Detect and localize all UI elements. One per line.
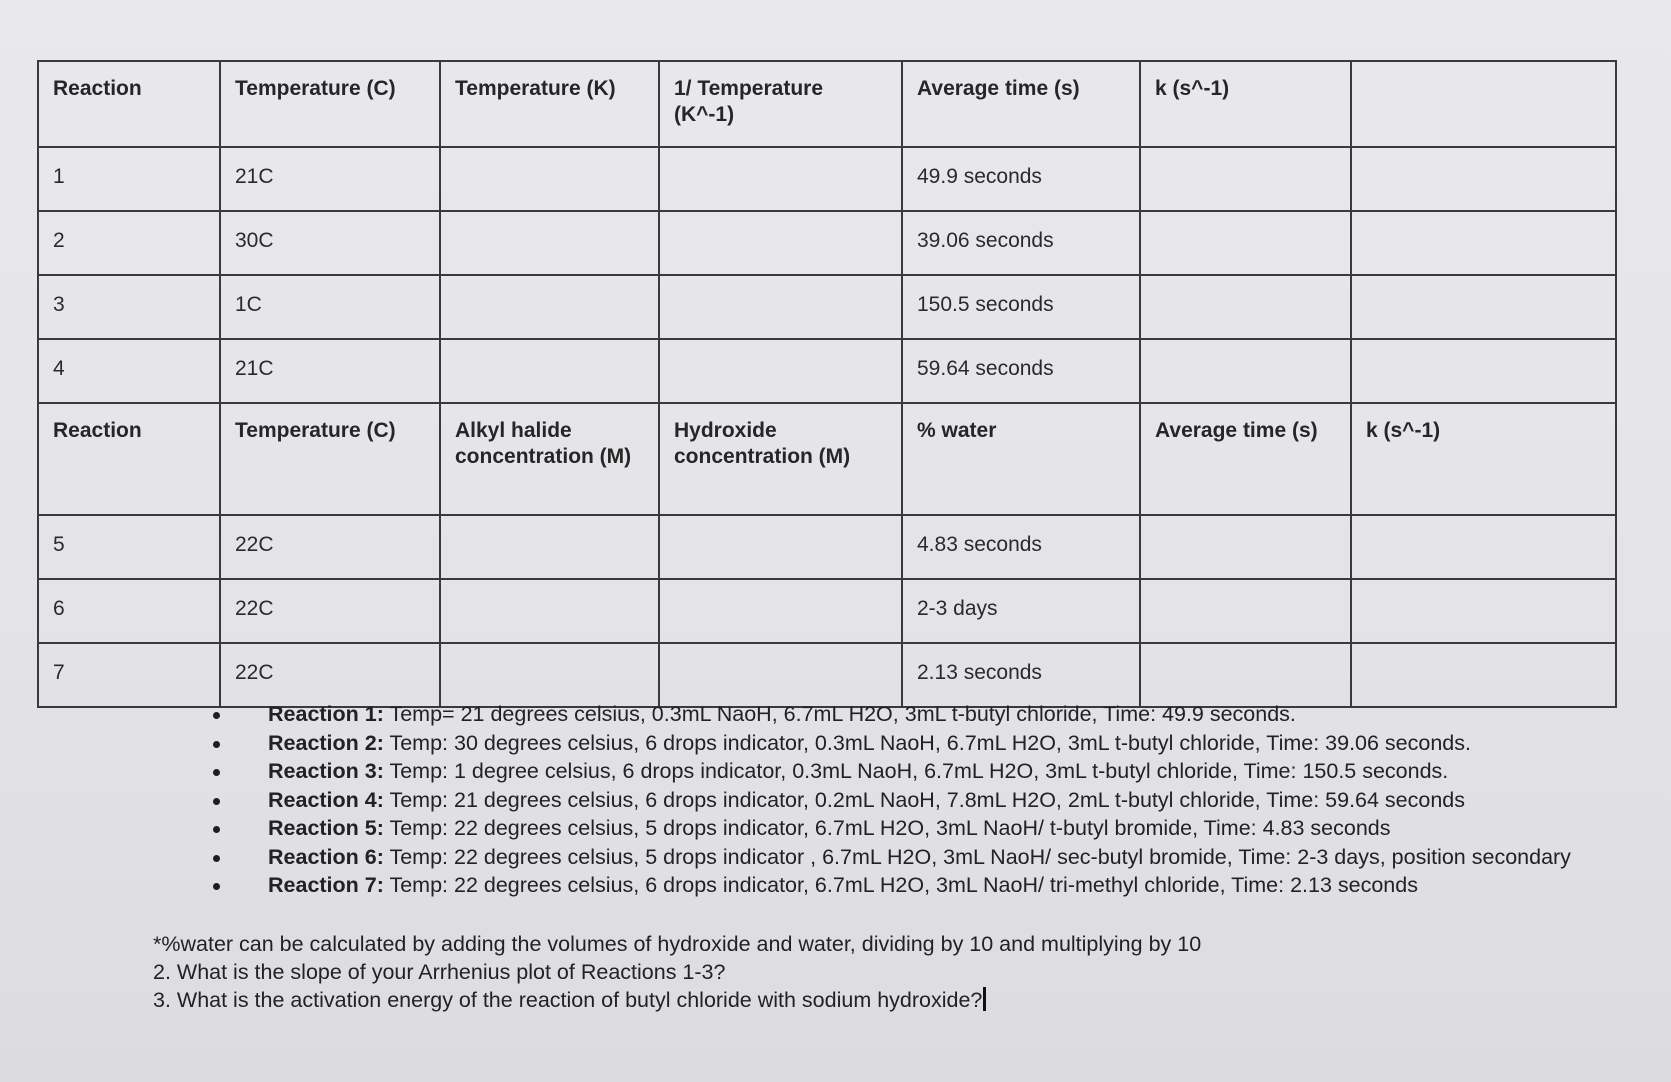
table-cell xyxy=(440,211,659,275)
table-cell: 4 xyxy=(38,339,220,403)
table-cell xyxy=(659,643,902,707)
table-cell: 2-3 days xyxy=(902,579,1140,643)
table-cell: 30C xyxy=(220,211,440,275)
table2-header-row xyxy=(38,403,1616,515)
table-cell xyxy=(1351,147,1616,211)
header-cell: Reaction xyxy=(38,403,220,515)
list-item xyxy=(200,871,1571,900)
table-cell xyxy=(659,515,902,579)
list-item xyxy=(200,843,1571,872)
header-cell: Average time (s) xyxy=(1140,403,1351,515)
table-row xyxy=(38,211,1616,275)
table-cell: 6 xyxy=(38,579,220,643)
reaction-detail: Temp: 22 degrees celsius, 5 drops indicator, 6.7mL H2O, 3mL NaoH/ t-butyl bromide, Time: 4.83 seconds xyxy=(383,816,1391,840)
header-cell: k (s^-1) xyxy=(1351,403,1616,515)
table-row xyxy=(38,339,1616,403)
table-cell: 150.5 seconds xyxy=(902,275,1140,339)
table-cell: 49.9 seconds xyxy=(902,147,1140,211)
header-cell: % water xyxy=(902,403,1140,515)
table-cell xyxy=(1351,515,1616,579)
table-cell: 59.64 seconds xyxy=(902,339,1140,403)
header-cell: k (s^-1) xyxy=(1140,61,1351,147)
table-cell xyxy=(440,643,659,707)
table-cell xyxy=(659,579,902,643)
text-cursor xyxy=(983,987,986,1011)
list-item xyxy=(200,700,1571,729)
table-cell: 3 xyxy=(38,275,220,339)
table-cell xyxy=(659,275,902,339)
table-cell: 1 xyxy=(38,147,220,211)
table-cell xyxy=(1140,275,1351,339)
reaction-label: Reaction 5: xyxy=(268,816,384,840)
table-cell xyxy=(1351,275,1616,339)
table-cell: 2 xyxy=(38,211,220,275)
table-cell xyxy=(1351,579,1616,643)
table-cell xyxy=(659,211,902,275)
list-item xyxy=(200,786,1571,815)
header-cell: Temperature (C) xyxy=(220,403,440,515)
table-cell: 4.83 seconds xyxy=(902,515,1140,579)
table-cell xyxy=(1140,339,1351,403)
water-note: *%water can be calculated by adding the volumes of hydroxide and water, dividing by 10 and multiplying by 10 xyxy=(153,932,1202,956)
table-cell xyxy=(440,275,659,339)
reaction-detail: Temp: 22 degrees celsius, 5 drops indicator , 6.7mL H2O, 3mL NaoH/ sec-butyl bromide, Time: 2-3 days, position secondary xyxy=(383,844,1571,869)
reaction-detail: Temp: 30 degrees celsius, 6 drops indicator, 0.3mL NaoH, 6.7mL H2O, 3mL t-butyl chloride, Time: 39.06 seconds. xyxy=(383,730,1471,755)
table-cell: 22C xyxy=(220,643,440,707)
reaction-detail: Temp: 1 degree celsius, 6 drops indicator, 0.3mL NaoH, 6.7mL H2O, 3mL t-butyl chloride, Time: 150.5 seconds. xyxy=(383,759,1449,783)
question-3: 3. What is the activation energy of the reaction of butyl chloride with sodium hydroxide? xyxy=(153,988,983,1012)
table-cell xyxy=(1351,643,1616,707)
table-cell xyxy=(440,147,659,211)
table-cell: 7 xyxy=(38,643,220,707)
header-cell: Alkyl halide concentration (M) xyxy=(440,403,659,515)
reaction-notes-list xyxy=(200,700,1571,900)
table-cell xyxy=(1140,643,1351,707)
table-row xyxy=(38,147,1616,211)
table-row xyxy=(38,275,1616,339)
table-cell xyxy=(1351,339,1616,403)
table-row xyxy=(38,643,1616,707)
header-cell: Average time (s) xyxy=(902,61,1140,147)
reaction-detail: Temp= 21 degrees celsius, 0.3mL NaoH, 6.7mL H2O, 3mL t-butyl chloride, Time: 49.9 seconds. xyxy=(383,702,1296,726)
table-cell: 2.13 seconds xyxy=(902,643,1140,707)
table-cell: 22C xyxy=(220,515,440,579)
table-row xyxy=(38,579,1616,643)
header-cell: Reaction xyxy=(38,61,220,147)
table-cell xyxy=(440,579,659,643)
table-cell xyxy=(659,147,902,211)
table-row xyxy=(38,515,1616,579)
table-cell: 1C xyxy=(220,275,440,339)
question-2: 2. What is the slope of your Arrhenius plot of Reactions 1-3? xyxy=(153,960,726,984)
reaction-detail: Temp: 21 degrees celsius, 6 drops indicator, 0.2mL NaoH, 7.8mL H2O, 2mL t-butyl chloride, Time: 59.64 seconds xyxy=(383,787,1466,812)
table-cell xyxy=(440,339,659,403)
reaction-data-table xyxy=(37,60,1617,708)
reaction-label: Reaction 7: xyxy=(268,873,384,897)
table-cell xyxy=(1351,211,1616,275)
reaction-label: Reaction 6: xyxy=(268,844,384,869)
header-cell: Temperature (C) xyxy=(220,61,440,147)
list-item xyxy=(200,814,1571,843)
list-item xyxy=(200,757,1571,786)
header-cell: 1/ Temperature (K^-1) xyxy=(659,61,902,147)
table-cell xyxy=(440,515,659,579)
reaction-detail: Temp: 22 degrees celsius, 6 drops indicator, 6.7mL H2O, 3mL NaoH/ tri-methyl chloride, Time: 2.13 seconds xyxy=(383,873,1418,897)
table-cell xyxy=(1140,147,1351,211)
reaction-label: Reaction 2: xyxy=(268,730,384,755)
reaction-label: Reaction 4: xyxy=(268,787,384,812)
table-cell: 22C xyxy=(220,579,440,643)
reaction-label: Reaction 1: xyxy=(268,702,384,726)
header-cell xyxy=(1351,61,1616,147)
table-cell: 21C xyxy=(220,147,440,211)
table-cell xyxy=(659,339,902,403)
table-cell: 5 xyxy=(38,515,220,579)
question-3-line[interactable] xyxy=(153,986,1201,1014)
header-cell: Temperature (K) xyxy=(440,61,659,147)
list-item xyxy=(200,729,1571,758)
reaction-label: Reaction 3: xyxy=(268,759,384,783)
table1-header-row xyxy=(38,61,1616,147)
table-cell: 21C xyxy=(220,339,440,403)
header-cell: Hydroxide concentration (M) xyxy=(659,403,902,515)
table-cell xyxy=(1140,515,1351,579)
table-cell xyxy=(1140,579,1351,643)
questions-block xyxy=(153,930,1201,1014)
table-cell: 39.06 seconds xyxy=(902,211,1140,275)
table-cell xyxy=(1140,211,1351,275)
